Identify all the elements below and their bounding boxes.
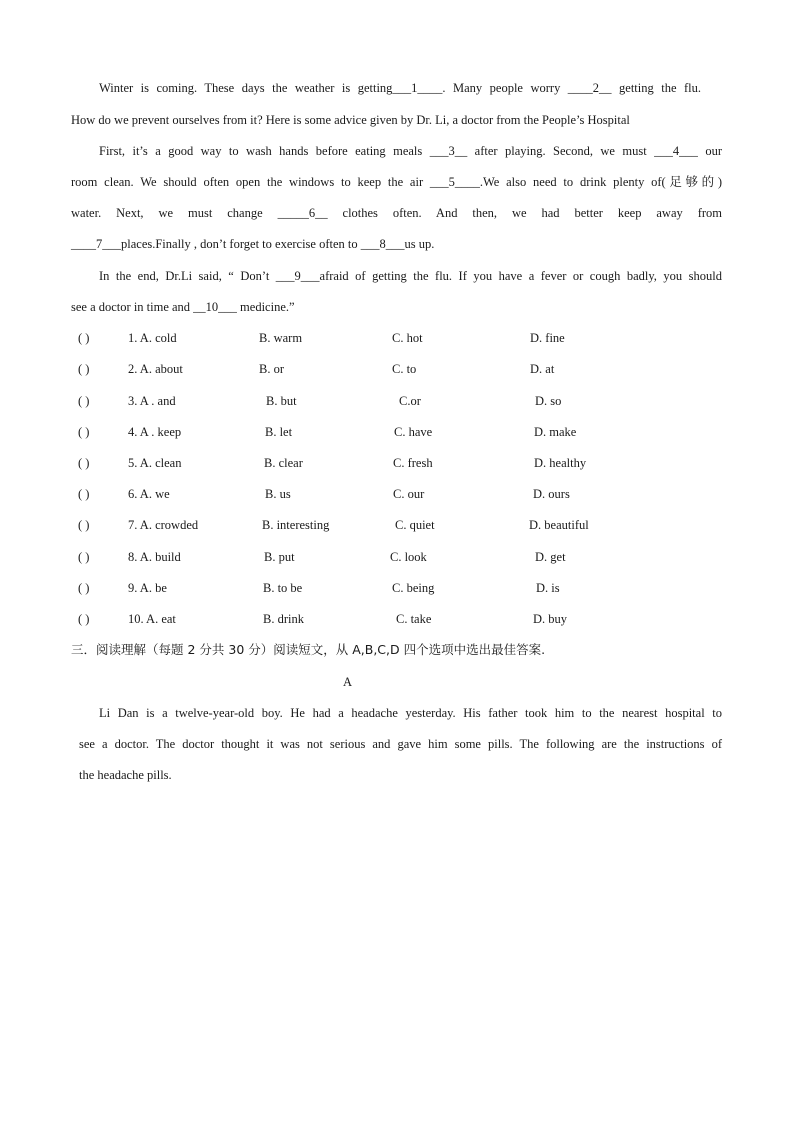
- option-c: C. quiet: [395, 518, 435, 532]
- question-row: [0, 330, 794, 346]
- option-c: C. being: [392, 581, 435, 595]
- option-d: D. beautiful: [529, 518, 589, 532]
- passage-line: Li Dan is a twelve-year-old boy. He had a headache yesterday. His father took him to the nearest hospital to: [99, 706, 722, 720]
- option-b: B. drink: [263, 612, 304, 626]
- option-b: B. clear: [264, 456, 303, 470]
- passage-line: Winter is coming. These days the weather is getting___1____. Many people worry ____2__ getting the flu.: [99, 81, 701, 95]
- question-row: [0, 486, 794, 502]
- question-row: [0, 455, 794, 471]
- passage-line: see a doctor. The doctor thought it was not serious and gave him some pills. The following are the instructions of: [79, 737, 722, 751]
- option-c: C. fresh: [393, 456, 433, 470]
- answer-blank[interactable]: ( ): [78, 331, 90, 345]
- answer-blank[interactable]: ( ): [78, 518, 90, 532]
- answer-blank[interactable]: ( ): [78, 581, 90, 595]
- option-a: 6. A. we: [128, 487, 170, 501]
- option-a: 7. A. crowded: [128, 518, 199, 532]
- option-c: C. our: [393, 487, 425, 501]
- passage-line: In the end, Dr.Li said, “ Don’t ___9___afraid of getting the flu. If you have a fever or cough badly, you should: [99, 269, 722, 283]
- option-a: 1. A. cold: [128, 331, 177, 345]
- answer-blank[interactable]: ( ): [78, 612, 90, 626]
- option-b: B. to be: [263, 581, 303, 595]
- option-c: C. have: [394, 425, 433, 439]
- option-b: B. warm: [259, 331, 303, 345]
- option-a: 9. A. be: [128, 581, 167, 595]
- answer-blank[interactable]: ( ): [78, 456, 90, 470]
- question-row: [0, 580, 794, 596]
- option-a: 10. A. eat: [128, 612, 176, 626]
- option-d: D. buy: [533, 612, 568, 626]
- passage-line: water. Next, we must change _____6__ clothes often. And then, we had better keep away from: [71, 206, 722, 220]
- answer-blank[interactable]: ( ): [78, 487, 90, 501]
- question-row: [0, 549, 794, 565]
- option-c: C. look: [390, 550, 427, 564]
- passage-line: How do we prevent ourselves from it? Here is some advice given by Dr. Li, a doctor from the People’s Hospital: [71, 113, 630, 127]
- option-a: 5. A. clean: [128, 456, 182, 470]
- option-b: B. put: [264, 550, 295, 564]
- option-a: 3. A . and: [128, 394, 176, 408]
- section-heading: 三．阅读理解（每题 2 分共 30 分）阅读短文，从 A,B,C,D 四个选项中选出最佳答案.: [71, 642, 546, 657]
- option-d: D. ours: [533, 487, 570, 501]
- passage-line: see a doctor in time and __10___ medicine.”: [71, 300, 295, 314]
- option-b: B. or: [259, 362, 284, 376]
- option-c: C.or: [399, 394, 421, 408]
- option-b: B. but: [266, 394, 297, 408]
- question-row: [0, 611, 794, 627]
- option-b: B. us: [265, 487, 291, 501]
- option-b: B. let: [265, 425, 293, 439]
- answer-blank[interactable]: ( ): [78, 362, 90, 376]
- option-c: C. hot: [392, 331, 423, 345]
- passage-line: First, it’s a good way to wash hands before eating meals ___3__ after playing. Second, we must ___4___ our: [99, 144, 722, 158]
- answer-blank[interactable]: ( ): [78, 394, 90, 408]
- option-a: 2. A. about: [128, 362, 183, 376]
- question-row: [0, 517, 794, 533]
- option-d: D. at: [530, 362, 555, 376]
- option-d: D. is: [536, 581, 560, 595]
- answer-blank[interactable]: ( ): [78, 550, 90, 564]
- option-c: C. to: [392, 362, 417, 376]
- question-row: [0, 424, 794, 440]
- answer-blank[interactable]: ( ): [78, 425, 90, 439]
- option-d: D. so: [535, 394, 562, 408]
- option-d: D. get: [535, 550, 566, 564]
- option-c: C. take: [396, 612, 432, 626]
- passage-line: ____7___places.Finally , don’t forget to exercise often to ___8___us up.: [71, 237, 435, 251]
- option-d: D. healthy: [534, 456, 587, 470]
- question-row: [0, 361, 794, 377]
- question-row: [0, 393, 794, 409]
- passage-title: A: [343, 675, 353, 689]
- option-a: 4. A . keep: [128, 425, 182, 439]
- option-a: 8. A. build: [128, 550, 181, 564]
- option-d: D. fine: [530, 331, 565, 345]
- option-d: D. make: [534, 425, 577, 439]
- option-b: B. interesting: [262, 518, 330, 532]
- passage-line: room clean. We should often open the windows to keep the air ___5____.We also need to drink plenty of(足够的): [71, 175, 722, 189]
- passage-line: the headache pills.: [79, 768, 172, 782]
